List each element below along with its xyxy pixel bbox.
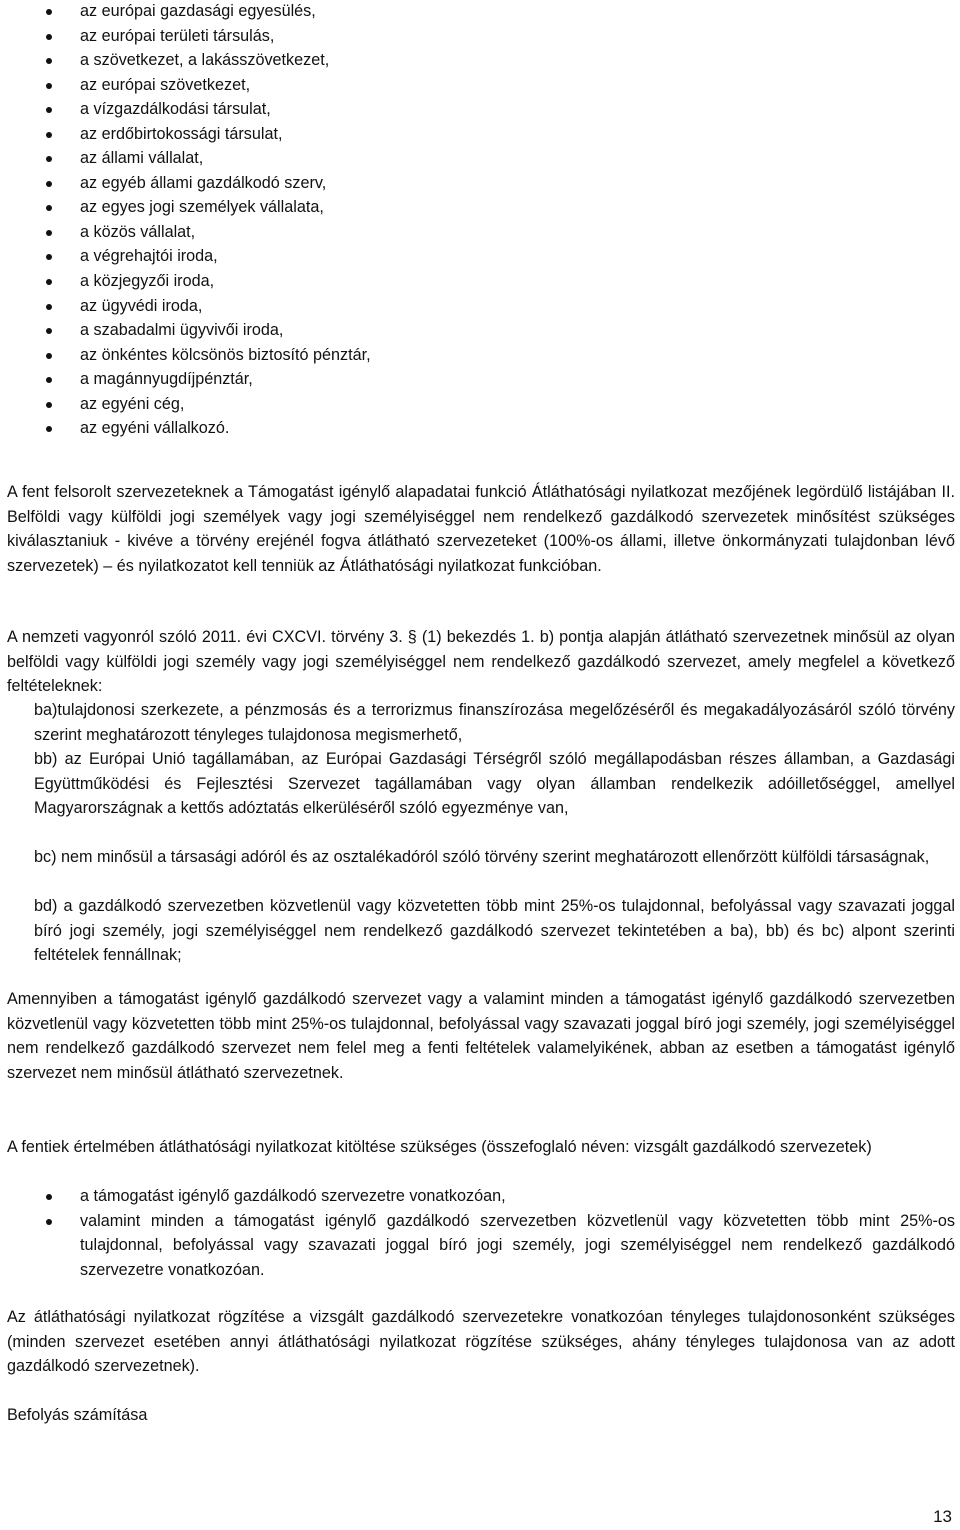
list-item: az európai szövetkezet, bbox=[44, 73, 464, 98]
list-item: a szövetkezet, a lakásszövetkezet, bbox=[44, 48, 464, 73]
list-item: az egyéni cég, bbox=[44, 392, 464, 417]
list-item: a vízgazdálkodási társulat, bbox=[44, 97, 464, 122]
list-item: az erdőbirtokossági társulat, bbox=[44, 122, 464, 147]
condition-bc: bc) nem minősül a társasági adóról és az osztalékadóról szóló törvény szerint meghatározott ellenőrzött külföldi társaságnak, bbox=[34, 848, 930, 866]
entity-type-list bbox=[44, 0, 464, 441]
list-item: a végrehajtói iroda, bbox=[44, 244, 464, 269]
list-item: a támogatást igénylő gazdálkodó szervezetre vonatkozóan, bbox=[44, 1184, 955, 1209]
list-item: az európai gazdasági egyesülés, bbox=[44, 0, 464, 24]
list-item: a közjegyzői iroda, bbox=[44, 269, 464, 294]
list-item: a szabadalmi ügyvivői iroda, bbox=[44, 318, 464, 343]
list-item: a közös vállalat, bbox=[44, 220, 464, 245]
paragraph-legal-definition: A nemzeti vagyonról szóló 2011. évi CXCVI. törvény 3. § (1) bekezdés 1. b) pontja alapján átlátható szervezetnek minősül az olyan belföldi vagy külföldi jogi személy vagy jogi személyiséggel nem rendelkező gazdálkodó szervezet, amely megfelel a következő feltételeknek: bbox=[7, 628, 955, 696]
paragraph-declaration-required: A fentiek értelmében átláthatósági nyilatkozat kitöltése szükséges (összefoglaló néven: vizsgált gazdálkodó szervezetek) bbox=[7, 1138, 872, 1156]
section-heading-influence: Befolyás számítása bbox=[7, 1406, 148, 1424]
list-item: az állami vállalat, bbox=[44, 146, 464, 171]
list-item: az ügyvédi iroda, bbox=[44, 294, 464, 319]
list-item: valamint minden a támogatást igénylő gazdálkodó szervezetben közvetlenül vagy közvetetten több mint 25%-os tulajdonnal, befolyással vagy szavazati joggal bíró jogi személy, jogi személyiséggel nem rendelkező gazdálkodó szervezetre vonatkozóan. bbox=[44, 1209, 955, 1283]
list-item: a magánnyugdíjpénztár, bbox=[44, 367, 464, 392]
condition-bb: bb) az Európai Unió tagállamában, az Európai Gazdasági Térségről szóló megállapodásban részes államban, a Gazdasági Együttműködési és Fejlesztési Szervezet tagállamában vagy olyan államban rendelkezik adóilletőséggel, amellyel Magyarországnak a kettős adóztatás elkerüléséről szóló egyezménye van, bbox=[34, 750, 955, 818]
list-item: az önkéntes kölcsönös biztosító pénztár, bbox=[44, 343, 464, 368]
paragraph-non-transparent: Amennyiben a támogatást igénylő gazdálkodó szervezet vagy a valamint minden a támogatást igénylő gazdálkodó szervezetben közvetlenül vagy közvetetten több mint 25%-os tulajdonnal, befolyással vagy szavazati joggal bíró jogi személy, jogi személyiséggel nem rendelkező gazdálkodó szervezet nem felel meg a fenti feltételek valamelyikének, abban az esetben a támogatást igénylő szervezet nem minősül átlátható szervezetnek. bbox=[7, 990, 955, 1082]
list-item: az egyes jogi személyek vállalata, bbox=[44, 195, 464, 220]
list-item: az egyéni vállalkozó. bbox=[44, 416, 464, 441]
condition-bd: bd) a gazdálkodó szervezetben közvetlenül vagy közvetetten több mint 25%-os tulajdonnal, befolyással vagy szavazati joggal bíró jogi személy, jogi személyiséggel nem rendelkező gazdálkodó szervezet tekintetében a ba), bb) és bc) alpont szerinti feltételek fennállnak; bbox=[34, 897, 955, 965]
condition-ba: ba)tulajdonosi szerkezete, a pénzmosás és a terrorizmus finanszírozása megelőzéséről és megakadályozásáról szóló törvény szerint meghatározott tényleges tulajdonosa megismerhető, bbox=[34, 701, 955, 744]
scope-list bbox=[44, 1184, 955, 1282]
list-item: az európai területi társulás, bbox=[44, 24, 464, 49]
page-number: 13 bbox=[933, 1507, 952, 1526]
paragraph-transparency-selection: A fent felsorolt szervezeteknek a Támogatást igénylő alapadatai funkció Átláthatósági nyilatkozat mezőjének legördülő listájában II. Belföldi vagy külföldi jogi személyek vagy jogi személyiséggel nem rendelkező gazdálkodó szervezetek minősítést szükséges kiválasztaniuk - kivéve a törvény erejénél fogva átlátható szervezeteket (100%-os állami, illetve önkormányzati tulajdonban lévő szervezetek) – és nyilatkozatot kell tenniük az Átláthatósági nyilatkozat funkcióban. bbox=[7, 483, 955, 575]
paragraph-declaration-recording: Az átláthatósági nyilatkozat rögzítése a vizsgált gazdálkodó szervezetekre vonatkozóan tényleges tulajdonosonként szükséges (minden szervezet esetében annyi átláthatósági nyilatkozat rögzítése szükséges, ahány tényleges tulajdonosa van az adott gazdálkodó szervezetnek). bbox=[7, 1308, 955, 1376]
list-item: az egyéb állami gazdálkodó szerv, bbox=[44, 171, 464, 196]
